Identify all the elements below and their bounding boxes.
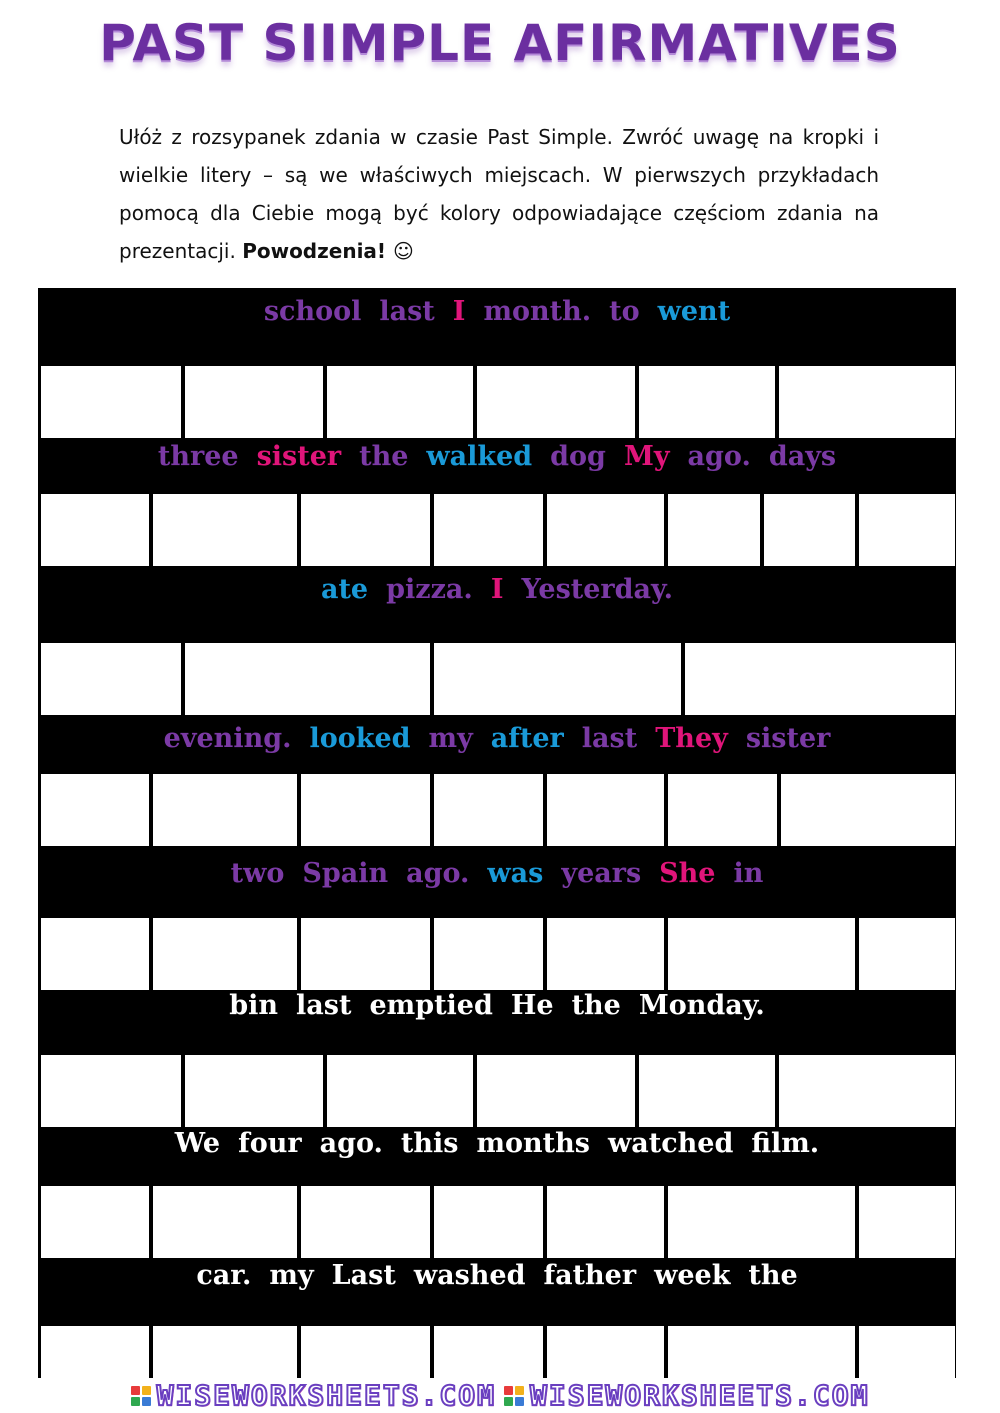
answer-box[interactable] [859,494,955,566]
scrambled-word: emptied [369,990,493,1021]
answer-box[interactable] [547,1186,668,1258]
scrambled-word: this [400,1128,459,1159]
answer-row [41,1186,955,1258]
scrambled-word: last [296,990,352,1021]
answer-box[interactable] [547,774,668,846]
scrambled-word: car. [196,1260,252,1291]
scrambled-word: sister [745,723,831,754]
answer-box[interactable] [301,918,434,990]
instructions-text: Ułóż z rozsypanek zdania w czasie Past Simple. Zwróć uwagę na kropki i wielkie litery – są we właściwych miejscach. W pierwszych przykładach pomocą dla Ciebie mogą być kolory odpowiadające częściom zdania na prezentacji. [119,125,879,263]
scrambled-word: four [238,1128,302,1159]
answer-box[interactable] [41,494,153,566]
answer-row [41,366,955,438]
footer-brand-repeat: WISEWORKSHEETS.COM [530,1379,870,1412]
scrambled-word: He [510,990,554,1021]
scrambled-word: I [452,296,466,327]
answer-box[interactable] [668,918,859,990]
answer-box[interactable] [639,366,779,438]
scrambled-word: father [543,1260,637,1291]
answer-box[interactable] [41,774,153,846]
colored-blocks-icon [131,1386,151,1406]
scrambled-word: last [379,296,435,327]
answer-box[interactable] [301,494,434,566]
answer-box[interactable] [185,366,327,438]
instructions [119,118,879,270]
scrambled-word: She [659,858,716,889]
answer-box[interactable] [41,1186,153,1258]
answer-box[interactable] [153,1186,301,1258]
answer-box[interactable] [859,1186,955,1258]
answer-box[interactable] [547,918,668,990]
scrambled-words-row [38,441,956,472]
scrambled-word: ago. [406,858,470,889]
scrambled-word: to [609,296,640,327]
answer-box[interactable] [434,643,685,715]
answer-box[interactable] [153,918,301,990]
scrambled-word: bin [229,990,279,1021]
scrambled-word: month. [483,296,592,327]
scrambled-word: years [561,858,642,889]
answer-box[interactable] [41,918,153,990]
scrambled-word: My [623,441,670,472]
scrambled-word: film. [751,1128,820,1159]
answer-row [41,1055,955,1127]
scrambled-word: school [263,296,362,327]
scrambled-word: sister [256,441,342,472]
scrambled-word: dog [550,441,606,472]
footer [0,1378,1000,1413]
scrambled-words-row [38,1128,956,1159]
scrambled-words-row [38,858,956,889]
answer-box[interactable] [547,494,668,566]
footer-logo-group-2 [504,1379,869,1412]
scrambled-word: ate [320,574,369,605]
instructions-closing: Powodzenia! ☺ [242,239,414,263]
answer-box[interactable] [764,494,859,566]
scrambled-word: ago. [687,441,751,472]
answer-box[interactable] [639,1055,779,1127]
answer-box[interactable] [434,1186,547,1258]
scrambled-words-row [38,1260,956,1291]
scrambled-word: Last [331,1260,396,1291]
scrambled-word: week [654,1260,731,1291]
scrambled-word: went [657,296,731,327]
scrambled-word: two [230,858,285,889]
scrambled-word: Spain [302,858,389,889]
answer-box[interactable] [434,774,547,846]
answer-box[interactable] [41,1055,185,1127]
footer-brand: WISEWORKSHEETS.COM [156,1379,496,1412]
scrambled-word: after [490,723,564,754]
answer-box[interactable] [185,1055,327,1127]
scrambled-words-row [38,990,956,1021]
scrambled-word: was [487,858,544,889]
answer-box[interactable] [779,1055,955,1127]
footer-logo-group-1 [131,1379,496,1412]
answer-box[interactable] [781,774,955,846]
answer-row [41,774,955,846]
answer-box[interactable] [41,643,185,715]
scrambled-word: days [768,441,837,472]
answer-box[interactable] [153,494,301,566]
page-title: PAST SIIMPLE AFIRMATIVES [99,14,901,72]
answer-box[interactable] [477,1055,639,1127]
answer-box[interactable] [153,774,301,846]
scrambled-word: We [174,1128,221,1159]
scrambled-word: looked [309,723,411,754]
scrambled-words-row [38,723,956,754]
answer-box[interactable] [434,918,547,990]
scrambled-words-row [38,296,956,327]
answer-box[interactable] [185,643,434,715]
answer-box[interactable] [668,494,764,566]
scrambled-word: last [581,723,638,754]
answer-box[interactable] [779,366,955,438]
answer-box[interactable] [685,643,955,715]
answer-box[interactable] [327,366,477,438]
scrambled-words-row [38,574,956,605]
scrambled-word: the [571,990,621,1021]
scrambled-word: ago. [319,1128,383,1159]
scrambled-word: the [748,1260,798,1291]
scrambled-word: I [490,574,504,605]
scrambled-word: in [733,858,764,889]
scrambled-word: Yesterday. [521,574,674,605]
answer-box[interactable] [434,494,547,566]
answer-box[interactable] [859,918,955,990]
answer-row [41,918,955,990]
answer-box[interactable] [668,1186,859,1258]
answer-row [41,643,955,715]
answer-box[interactable] [301,774,434,846]
answer-box[interactable] [301,1186,434,1258]
answer-box[interactable] [41,366,185,438]
scrambled-word: Monday. [638,990,765,1021]
answer-row [41,494,955,566]
answer-box[interactable] [327,1055,477,1127]
scrambled-word: washed [413,1260,526,1291]
scrambled-word: months [476,1128,590,1159]
scrambled-word: evening. [163,723,292,754]
scrambled-word: watched [607,1128,734,1159]
scrambled-word: three [157,441,239,472]
answer-box[interactable] [477,366,639,438]
scrambled-word: the [359,441,409,472]
scrambled-word: They [655,723,728,754]
colored-blocks-icon [504,1386,524,1406]
scrambled-word: walked [426,441,533,472]
exercise-grid [38,288,956,1378]
scrambled-word: my [269,1260,314,1291]
scrambled-word: pizza. [386,574,473,605]
answer-box[interactable] [668,774,781,846]
scrambled-word: my [428,723,473,754]
